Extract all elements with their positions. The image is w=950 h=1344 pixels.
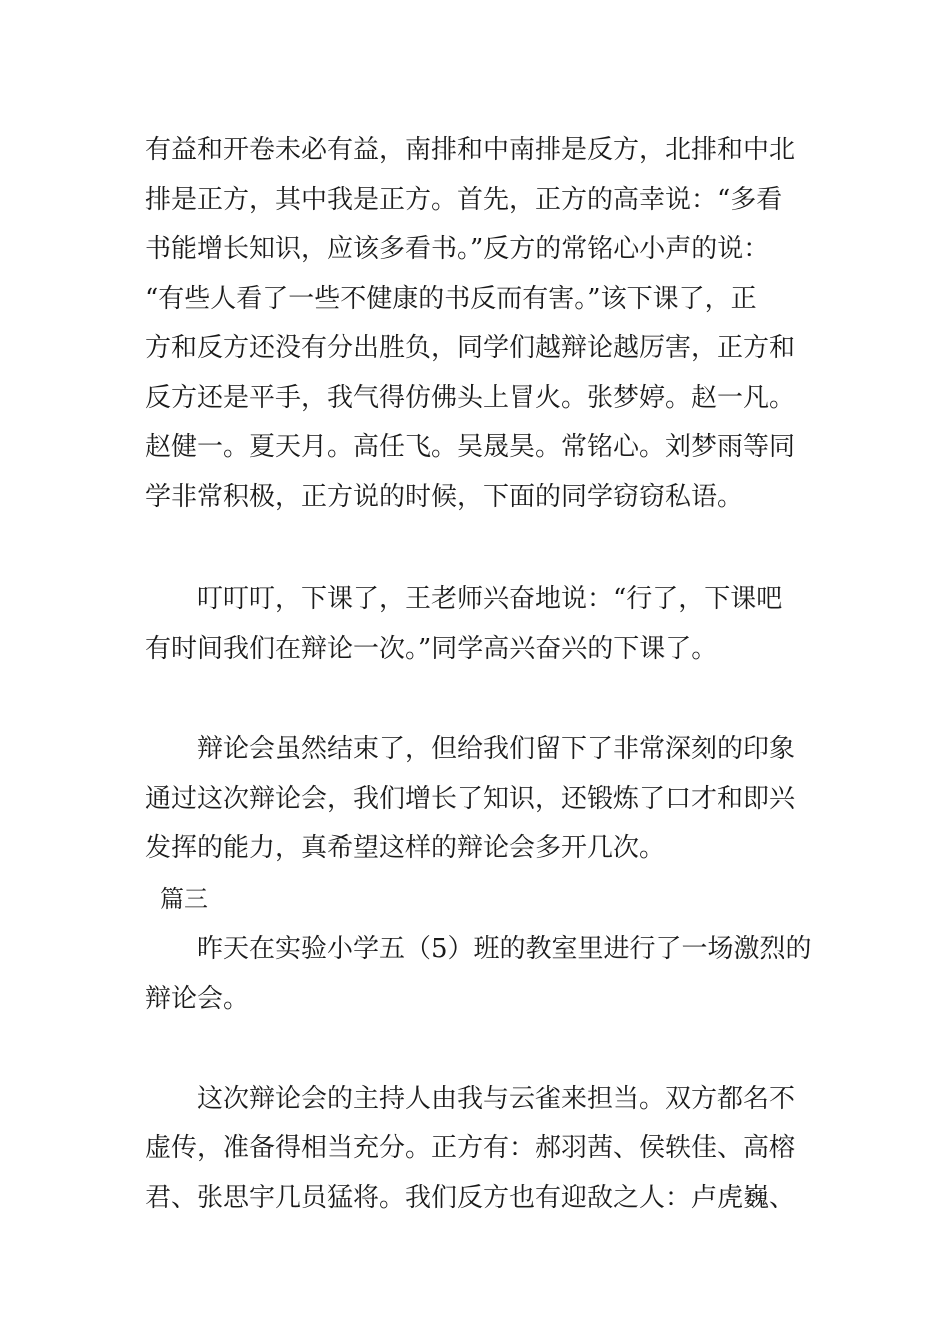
- paragraph-1-line-7: 赵健一。夏天月。高任飞。吴晟昊。常铭心。刘梦雨等同: [145, 432, 796, 462]
- paragraph-5-line-2: 虚传，准备得相当充分。正方有：郝羽茜、侯轶佳、高榕: [145, 1133, 796, 1163]
- paragraph-4-line-1: 昨天在实验小学五（5）班的教室里进行了一场激烈的: [197, 934, 812, 964]
- paragraph-5-line-3: 君、张思宇几员猛将。我们反方也有迎敌之人：卢虎巍、: [145, 1183, 796, 1213]
- paragraph-2-line-2: 有时间我们在辩论一次。”同学高兴奋兴的下课了。: [145, 634, 718, 664]
- paragraph-3-line-3: 发挥的能力，真希望这样的辩论会多开几次。: [145, 833, 666, 863]
- paragraph-3-line-2: 通过这次辩论会，我们增长了知识，还锻炼了口才和即兴: [145, 784, 796, 814]
- paragraph-2-line-1: 叮叮叮，下课了，王老师兴奋地说：“行了，下课吧: [197, 584, 783, 614]
- paragraph-4-line-2: 辩论会。: [145, 984, 250, 1014]
- paragraph-1-line-2: 排是正方，其中我是正方。首先，正方的高幸说：“多看: [145, 185, 783, 215]
- section-heading: 篇三: [160, 885, 208, 913]
- paragraph-1-line-5: 方和反方还没有分出胜负，同学们越辩论越厉害，正方和: [145, 333, 796, 363]
- paragraph-1-line-8: 学非常积极，正方说的时候，下面的同学窃窃私语。: [145, 482, 744, 512]
- paragraph-1-line-4: “有些人看了一些不健康的书反而有害。”该下课了，正: [145, 284, 757, 314]
- paragraph-3-line-1: 辩论会虽然结束了，但给我们留下了非常深刻的印象: [197, 734, 796, 764]
- paragraph-1-line-3: 书能增长知识，应该多看书。”反方的常铭心小声的说：: [145, 234, 770, 264]
- paragraph-1-line-1: 有益和开卷未必有益，南排和中南排是反方，北排和中北: [145, 135, 796, 165]
- paragraph-5-line-1: 这次辩论会的主持人由我与云雀来担当。双方都名不: [197, 1084, 796, 1114]
- paragraph-1-line-6: 反方还是平手，我气得仿佛头上冒火。张梦婷。赵一凡。: [145, 383, 796, 413]
